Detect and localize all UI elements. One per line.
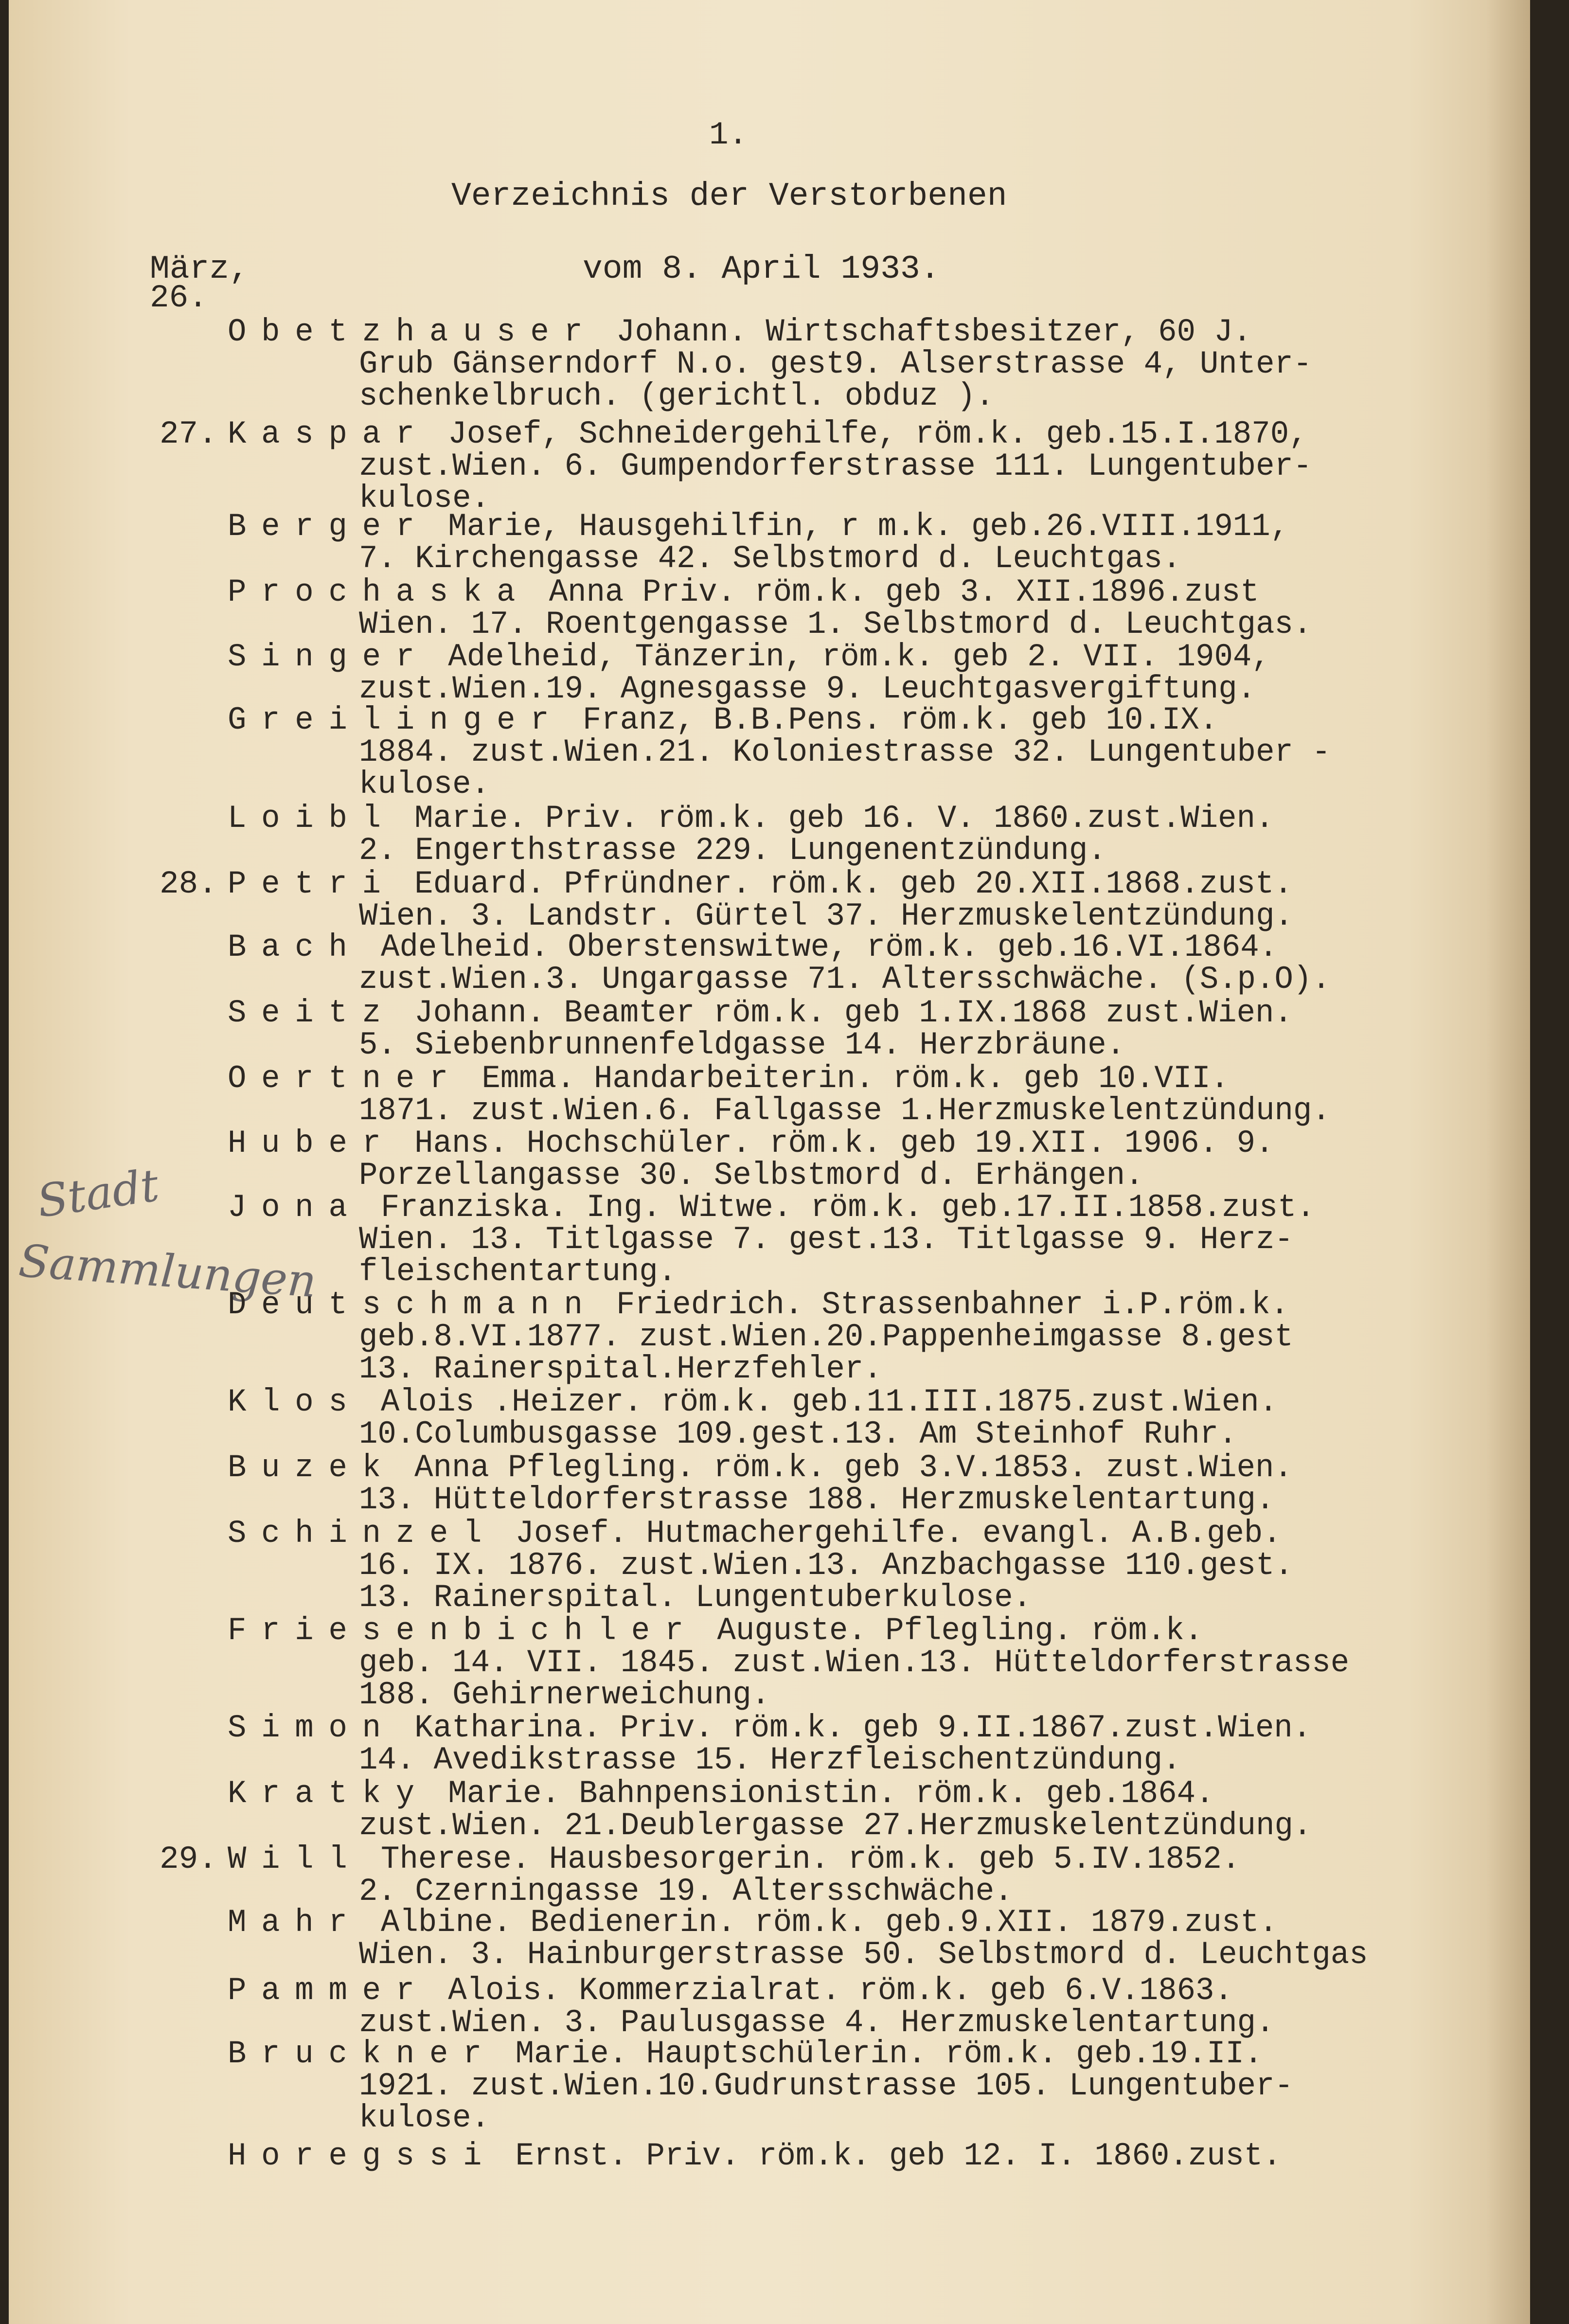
entry-details: Alois .Heizer. röm.k. geb.11.III.1875.zust.Wien.: [362, 1384, 1278, 1420]
entry-line: kulose.: [359, 2100, 490, 2136]
entry-line: [228, 508, 1289, 545]
entry-surname: Petri: [228, 866, 396, 902]
entry-line: 16. IX. 1876. zust.Wien.13. Anzbachgasse 110.gest.: [359, 1547, 1293, 1584]
entry-surname: Kratky: [228, 1775, 429, 1812]
entry-surname: Friesenbichler: [228, 1612, 699, 1649]
entry-line: 13. Rainerspital.Herzfehler.: [359, 1351, 882, 1387]
entry-line: geb. 14. VII. 1845. zust.Wien.13. Hütteldorferstrasse: [359, 1645, 1350, 1681]
entry-surname: Buzek: [228, 1449, 396, 1486]
entry-details: Adelheid, Tänzerin, röm.k. geb 2. VII. 1904,: [429, 639, 1270, 675]
entry-surname: Mahr: [228, 1904, 362, 1941]
entry-surname: Schinzel: [228, 1515, 497, 1552]
entry-details: Friedrich. Strassenbahner i.P.röm.k.: [597, 1287, 1289, 1323]
entry-line: Grub Gänserndorf N.o. gest9. Alserstrasse 4, Unter-: [359, 346, 1312, 382]
entry-line: Porzellangasse 30. Selbstmord d. Erhängen.: [359, 1157, 1144, 1194]
entry-details: Emma. Handarbeiterin. röm.k. geb 10.VII.: [463, 1060, 1230, 1097]
entry-details: Marie. Priv. röm.k. geb 16. V. 1860.zust.Wien.: [395, 800, 1274, 837]
entry-line: 13. Hütteldorferstrasse 188. Herzmuskelentartung.: [359, 1482, 1275, 1518]
entry-surname: Pammer: [228, 1972, 429, 2009]
entry-line: zust.Wien. 21.Deublergasse 27.Herzmuskelentzündung.: [359, 1807, 1312, 1844]
entry-surname: Loibl: [228, 800, 396, 837]
entry-line: [228, 868, 1293, 900]
entry-line: [228, 800, 1274, 837]
entry-surname: Berger: [228, 508, 429, 545]
entry-details: Albine. Bedienerin. röm.k. geb.9.XII. 1879.zust.: [362, 1904, 1278, 1941]
entry-line: [228, 704, 1218, 736]
entry-line: [228, 576, 1259, 608]
entry-line: Wien. 17. Roentgengasse 1. Selbstmord d. Leuchtgas.: [359, 606, 1312, 643]
entry-details: Katharina. Priv. röm.k. geb 9.II.1867.zust.Wien.: [395, 1710, 1312, 1746]
entry-line: [228, 641, 1270, 673]
margin-note-handwritten: Sammlungen: [17, 1234, 318, 1308]
entry-line: [228, 418, 1308, 450]
entry-line: [228, 1972, 1233, 2009]
entry-line: [228, 1449, 1293, 1486]
entry-line: [228, 2140, 1282, 2172]
entry-surname: Bruckner: [228, 2036, 497, 2072]
entry-line: [228, 1612, 1203, 1649]
entry-surname: Huber: [228, 1125, 396, 1162]
entry-line: [228, 1904, 1278, 1941]
entry-surname: Singer: [228, 639, 429, 675]
entry-details: Auguste. Pflegling. röm.k.: [698, 1612, 1203, 1649]
entry-line: zust.Wien. 3. Paulusgasse 4. Herzmuskelentartung.: [359, 2004, 1275, 2041]
entry-line: [228, 1127, 1274, 1160]
entry-details: Hans. Hochschüler. röm.k. geb 19.XII. 1906. 9.: [395, 1125, 1274, 1162]
entry-line: [228, 1386, 1278, 1418]
entry-line: [228, 1515, 1282, 1552]
entry-details: Eduard. Pfründner. röm.k. geb 20.XII.1868.zust.: [395, 866, 1293, 902]
entry-line: [228, 1060, 1230, 1097]
entry-line: [228, 1712, 1311, 1744]
entry-details: Josef. Hutmachergehilfe. evangl. A.B.geb.: [497, 1515, 1282, 1552]
entry-surname: Oertner: [228, 1060, 464, 1097]
entry-line: 13. Rainerspital. Lungentuberkulose.: [359, 1579, 1032, 1616]
entry-line: 10.Columbusgasse 109.gest.13. Am Steinhof Ruhr.: [359, 1416, 1237, 1452]
entry-surname: Kaspar: [228, 416, 429, 452]
entry-surname: Seitz: [228, 995, 396, 1031]
entry-line: fleischentartung.: [359, 1253, 677, 1290]
entry-line: [228, 931, 1278, 964]
entry-line: 7. Kirchengasse 42. Selbstmord d. Leuchtgas.: [359, 540, 1181, 577]
entry-line: Wien. 13. Titlgasse 7. gest.13. Titlgasse 9. Herz-: [359, 1221, 1293, 1258]
entry-line: geb.8.VI.1877. zust.Wien.20.Pappenheimgasse 8.gest: [359, 1319, 1293, 1355]
entry-line: 2. Czerningasse 19. Altersschwäche.: [359, 1873, 1013, 1910]
entry-line: 188. Gehirnerweichung.: [359, 1677, 770, 1713]
entry-day: 29.: [160, 1841, 217, 1877]
entry-line: [228, 1289, 1289, 1321]
margin-note-handwritten: Stadt: [34, 1159, 162, 1228]
entry-details: Marie, Hausgehilfin, r m.k. geb.26.VIII.1911,: [429, 508, 1289, 545]
entry-line: [228, 2038, 1263, 2070]
entry-surname: Greilinger: [228, 702, 564, 738]
register-page: [9, 0, 1530, 2324]
entry-line: 5. Siebenbrunnenfeldgasse 14. Herzbräune.: [359, 1027, 1125, 1063]
entry-line: schenkelbruch. (gerichtl. obduz ).: [359, 378, 995, 414]
entry-surname: Deutschmann: [228, 1287, 598, 1323]
entry-surname: Jona: [228, 1189, 362, 1226]
entry-line: 14. Avedikstrasse 15. Herzfleischentzündung.: [359, 1742, 1181, 1778]
entry-details: Franz, B.B.Pens. röm.k. geb 10.IX.: [564, 702, 1218, 738]
entry-surname: Simon: [228, 1710, 396, 1746]
entry-line: [228, 997, 1293, 1029]
entry-line: zust.Wien.19. Agnesgasse 9. Leuchtgasvergiftung.: [359, 671, 1256, 707]
month-label: März,: [150, 250, 250, 288]
entry-line: 1871. zust.Wien.6. Fallgasse 1.Herzmuskelentzündung.: [359, 1092, 1331, 1129]
entry-details: Adelheid. Oberstenswitwe, röm.k. geb.16.VI.1864.: [362, 929, 1278, 965]
entry-details: Johann. Wirtschaftsbesitzer, 60 J.: [597, 314, 1252, 350]
entry-surname: Bach: [228, 929, 362, 965]
entry-day: 28.: [160, 866, 217, 902]
entry-line: zust.Wien. 6. Gumpendorferstrasse 111. Lungentuber-: [359, 448, 1312, 484]
entry-details: Josef, Schneidergehilfe, röm.k. geb.15.I.1870,: [429, 416, 1308, 452]
entry-line: [228, 1775, 1214, 1812]
entry-details: Johann. Beamter röm.k. geb 1.IX.1868 zust.Wien.: [395, 995, 1293, 1031]
register-subtitle: vom 8. April 1933.: [583, 250, 940, 288]
register-title: Verzeichnis der Verstorbenen: [451, 178, 1007, 215]
entry-details: Anna Priv. röm.k. geb 3. XII.1896.zust: [530, 574, 1259, 610]
entry-line: 2. Engerthstrasse 229. Lungenentzündung.: [359, 832, 1106, 869]
entry-details: Ernst. Priv. röm.k. geb 12. I. 1860.zust.: [497, 2138, 1282, 2174]
entry-details: Alois. Kommerzialrat. röm.k. geb 6.V.1863.: [429, 1972, 1233, 2009]
entry-line: [228, 316, 1251, 348]
entry-day: 26.: [150, 280, 208, 316]
entry-details: Therese. Hausbesorgerin. röm.k. geb 5.IV.1852.: [362, 1841, 1241, 1877]
entry-surname: Klos: [228, 1384, 362, 1420]
entry-line: 1921. zust.Wien.10.Gudrunstrasse 105. Lungentuber-: [359, 2068, 1293, 2104]
entry-details: Marie. Hauptschülerin. röm.k. geb.19.II.: [497, 2036, 1263, 2072]
entry-line: Wien. 3. Landstr. Gürtel 37. Herzmuskelentzündung.: [359, 898, 1293, 934]
entry-day: 27.: [160, 416, 217, 452]
entry-line: [228, 1189, 1315, 1226]
entry-line: Wien. 3. Hainburgerstrasse 50. Selbstmord d. Leuchtgas: [359, 1936, 1368, 1973]
entry-surname: Prochaska: [228, 574, 531, 610]
entry-line: [228, 1843, 1240, 1876]
entry-details: Anna Pflegling. röm.k. geb 3.V.1853. zust.Wien.: [395, 1449, 1293, 1486]
entry-line: 1884. zust.Wien.21. Koloniestrasse 32. Lungentuber -: [359, 734, 1331, 770]
entry-line: zust.Wien.3. Ungargasse 71. Altersschwäche. (S.p.O).: [359, 961, 1331, 998]
entry-surname: Obetzhauser: [228, 314, 598, 350]
entry-surname: Horegssi: [228, 2138, 497, 2174]
entry-line: kulose.: [359, 480, 490, 517]
entry-line: kulose.: [359, 766, 490, 803]
entry-surname: Will: [228, 1841, 362, 1877]
entry-details: Franziska. Ing. Witwe. röm.k. geb.17.II.1858.zust.: [362, 1189, 1315, 1226]
entry-details: Marie. Bahnpensionistin. röm.k. geb.1864.: [429, 1775, 1214, 1812]
page-number: 1.: [709, 117, 748, 153]
